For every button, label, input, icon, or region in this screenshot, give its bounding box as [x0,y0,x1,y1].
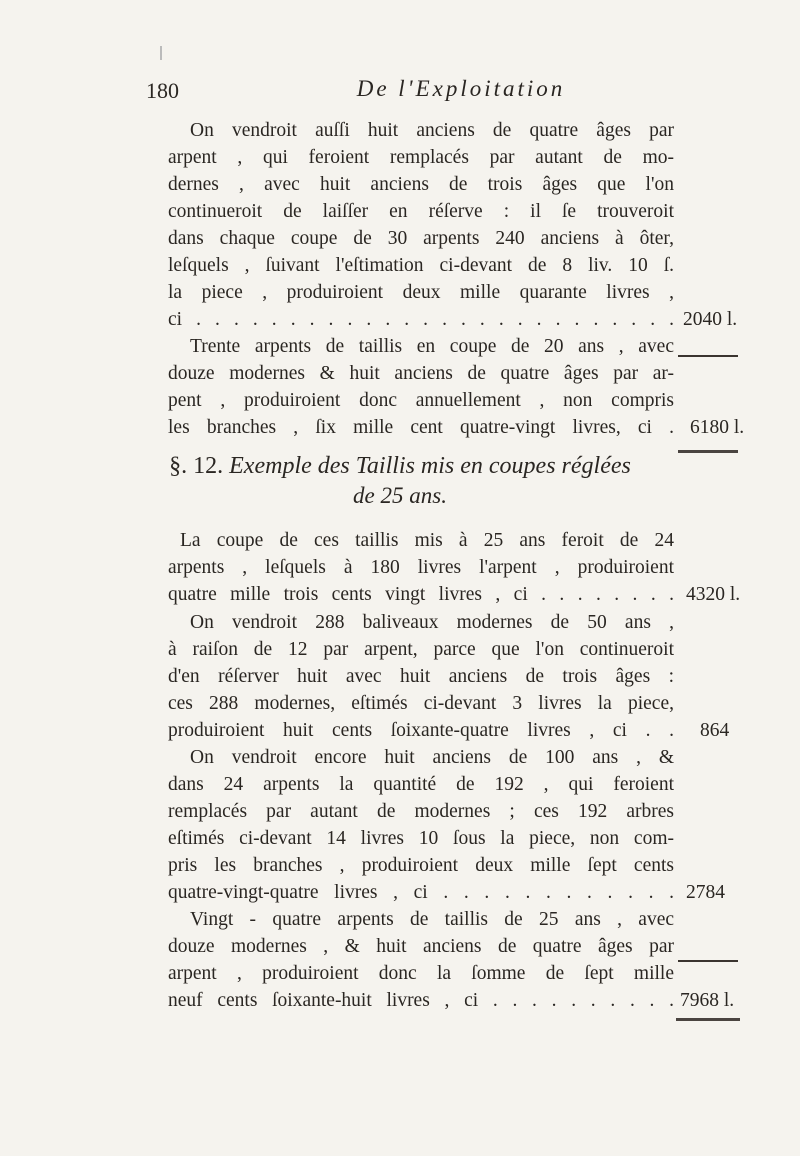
text-line: continueroit de laiſſer en réſerve : il ſe trouveroit [168,201,674,222]
text-line: Vingt - quatre arpents de taillis de 25 ans , avec [190,909,674,930]
amount-4320: 4320 l. [686,584,741,605]
amount-864: 864 [700,720,730,741]
text-line: à raiſon de 12 par arpent, parce que l'on continueroit [168,639,674,660]
text-line: arpents , leſquels à 180 livres l'arpent , produiroient [168,557,674,578]
text-line: On vendroit 288 baliveaux modernes de 50 ans , [190,612,674,633]
text-line: remplacés par autant de modernes ; ces 192 arbres [168,801,674,822]
text-line: dans 24 arpents la quantité de 192 , qui feroient [168,774,674,795]
text-line: quatre mille trois cents vingt livres , ci . . . . . . . . [168,584,674,605]
text-line: pris les branches , produiroient deux mille ſept cents [168,855,674,876]
text-line: La coupe de ces taillis mis à 25 ans feroit de 24 [180,530,674,551]
text-line: la piece , produiroient deux mille quarante livres , [168,282,674,303]
text-line: pent , produiroient donc annuellement , non compris [168,390,674,411]
text-line: ces 288 modernes, eſtimés ci-devant 3 livres la piece, [168,693,674,714]
text-line: arpent , qui feroient remplacés par autant de mo- [168,147,674,168]
text-line: neuf cents ſoixante-huit livres , ci . . . . . . . . . . [168,990,674,1011]
text-line: leſquels , ſuivant l'eſtimation ci-devant de 8 liv. 10 ſ. [168,255,674,276]
running-title: De l'Exploitation [356,76,566,101]
text-line: quatre-vingt-quatre livres , ci . . . . . . . . . . . . [168,882,674,903]
page-header [146,76,676,112]
text-line: ci . . . . . . . . . . . . . . . . . . . . . . . . . . [168,309,674,330]
separator-rule [676,1018,740,1021]
amount-2784: 2784 [686,882,725,903]
section-title: Exemple des Taillis mis en coupes réglées [229,453,631,479]
section-heading [0,453,800,480]
section-marker: §. 12. [169,453,224,479]
amount-2040: 2040 l. [683,309,738,330]
text-line: douze modernes , & huit anciens de quatre âges par [168,936,674,957]
text-line: On vendroit auſſi huit anciens de quatre âges par [190,120,674,141]
text-line: Trente arpents de taillis en coupe de 20 ans , avec [190,336,674,357]
text-line: les branches , ſix mille cent quatre-vingt livres, ci . [168,417,674,438]
text-line: On vendroit encore huit anciens de 100 ans , & [190,747,674,768]
text-line: douze modernes & huit anciens de quatre âges par ar- [168,363,674,384]
text-line: d'en réſerver huit avec huit anciens de trois âges : [168,666,674,687]
text-line: produiroient huit cents ſoixante-quatre livres , ci . . [168,720,674,741]
page-number: 180 [146,78,179,103]
amount-6180: 6180 l. [690,417,745,438]
margin-mark [160,46,162,60]
text-line: arpent , produiroient donc la ſomme de ſept mille [168,963,674,984]
text-line: dernes , avec huit anciens de trois âges que l'on [168,174,674,195]
text-line: eſtimés ci-devant 14 livres 10 ſous la piece, non com- [168,828,674,849]
sum-rule [678,960,738,962]
text-line: dans chaque coupe de 30 arpents 240 anciens à ôter, [168,228,674,249]
section-title-line-2: de 25 ans. [353,483,447,508]
amount-7968: 7968 l. [680,990,735,1011]
sum-rule [678,355,738,357]
